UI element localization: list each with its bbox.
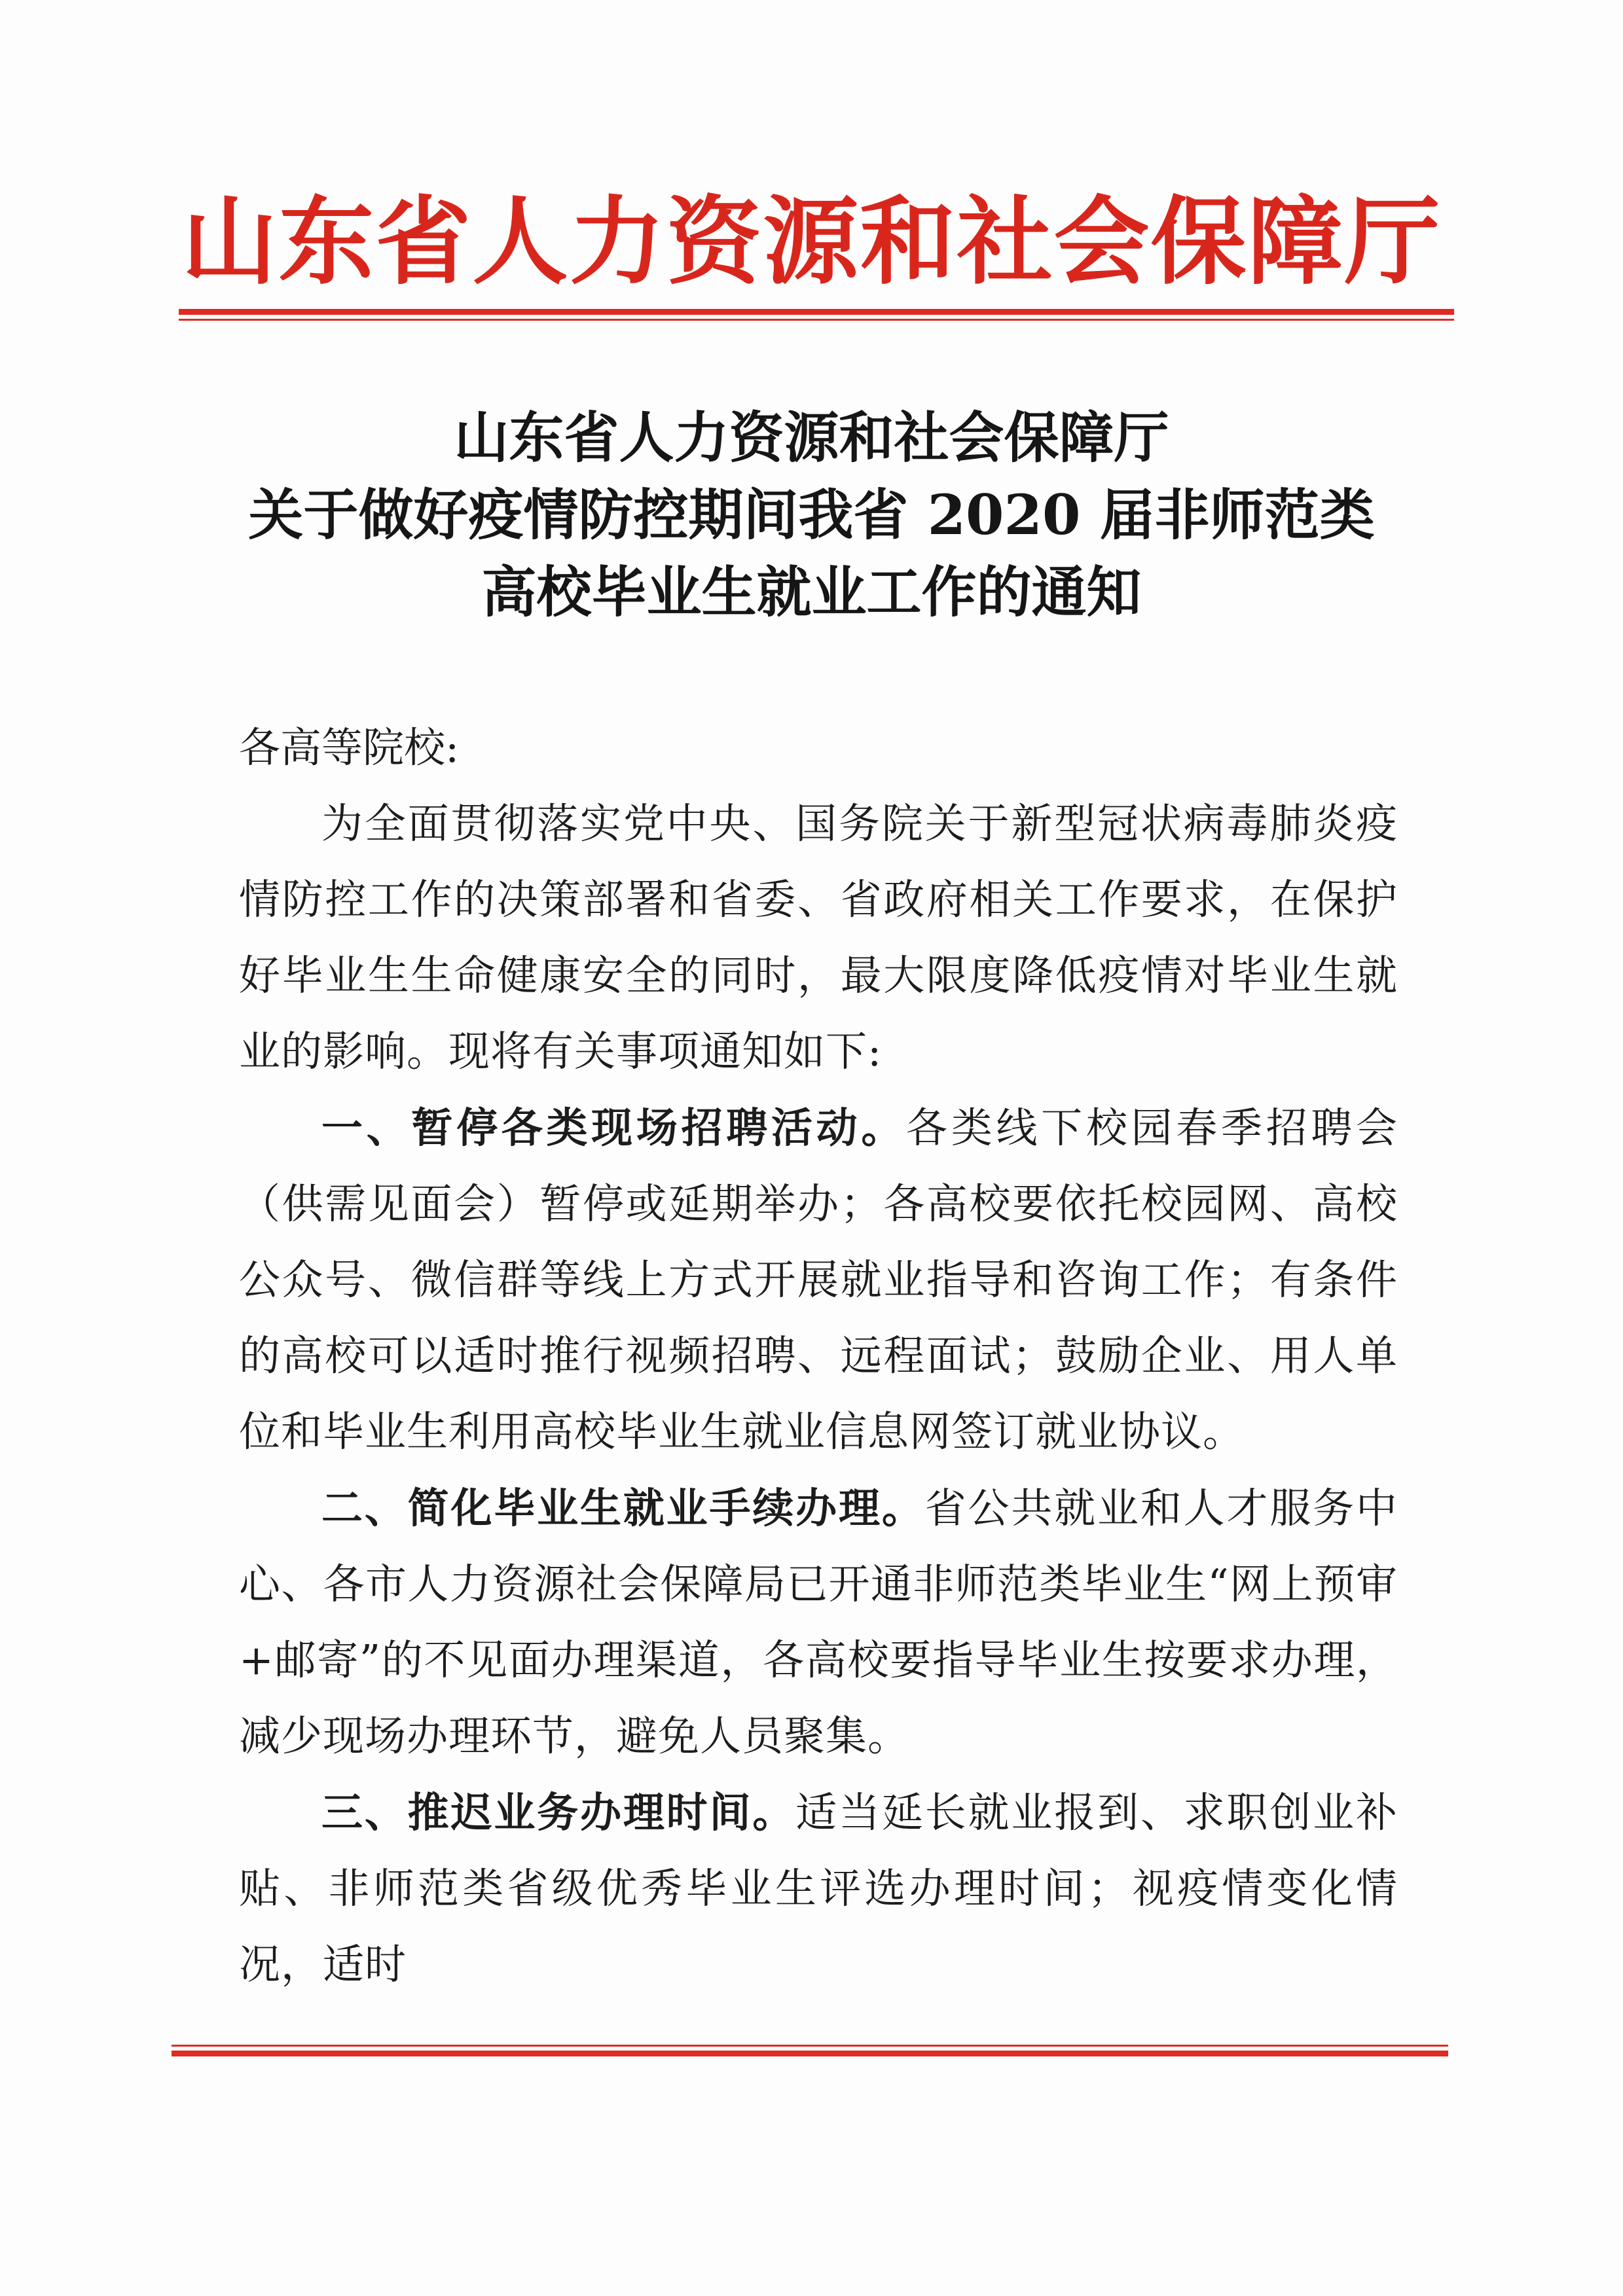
paragraph-item-3 (239, 1774, 1398, 2003)
masthead-red-rule (179, 309, 1454, 315)
intro-text: 为全面贯彻落实党中央、国务院关于新型冠状病毒肺炎疫情防控工作的决策部署和省委、省政府相关工作要求，在保护好毕业生生命健康安全的同时，最大限度降低疫情对毕业生就业的影响。现将有关事项通知如下: (239, 800, 1398, 1075)
salutation: 各高等院校: (239, 724, 460, 772)
item-3-text: 适当延长就业报到、求职创业补贴、非师范类省级优秀毕业生评选办理时间；视疫情变化情况，适时 (239, 1789, 1398, 1988)
title-line-2: 关于做好疫情防控期间我省 2020 届非师范类 (248, 482, 1375, 547)
item-1-heading: 一、暂停各类现场招聘活动。 (321, 1103, 907, 1152)
item-2-heading: 二、简化毕业生就业手续办理。 (321, 1484, 925, 1532)
item-3-heading: 三、推迟业务办理时间。 (321, 1788, 796, 1837)
paragraph-intro (239, 786, 1398, 1090)
item-1-text: 各类线下校园春季招聘会（供需见面会）暂停或延期举办；各高校要依托校园网、高校公众号、微信群等线上方式开展就业指导和咨询工作；有条件的高校可以适时推行视频招聘、远程面试；鼓励企业、用人单位和毕业生利用高校毕业生就业信息网签订就业协议。 (239, 1104, 1398, 1456)
footer-red-rule (172, 2045, 1448, 2047)
masthead-issuer: 山东省人力资源和社会保障厅 (181, 186, 1442, 298)
paragraph-item-1 (239, 1090, 1398, 1470)
document-title (0, 399, 1623, 631)
paragraph-item-2 (239, 1470, 1398, 1774)
document-body (239, 710, 1398, 2003)
title-line-3: 高校毕业生就业工作的通知 (481, 560, 1142, 624)
item-2-text: 省公共就业和人才服务中心、各市人力资源社会保障局已开通非师范类毕业生“网上预审+邮寄”的不见面办理渠道，各高校要指导毕业生按要求办理，减少现场办理环节，避免人员聚集。 (239, 1484, 1398, 1760)
title-line-1: 山东省人力资源和社会保障厅 (454, 405, 1169, 470)
